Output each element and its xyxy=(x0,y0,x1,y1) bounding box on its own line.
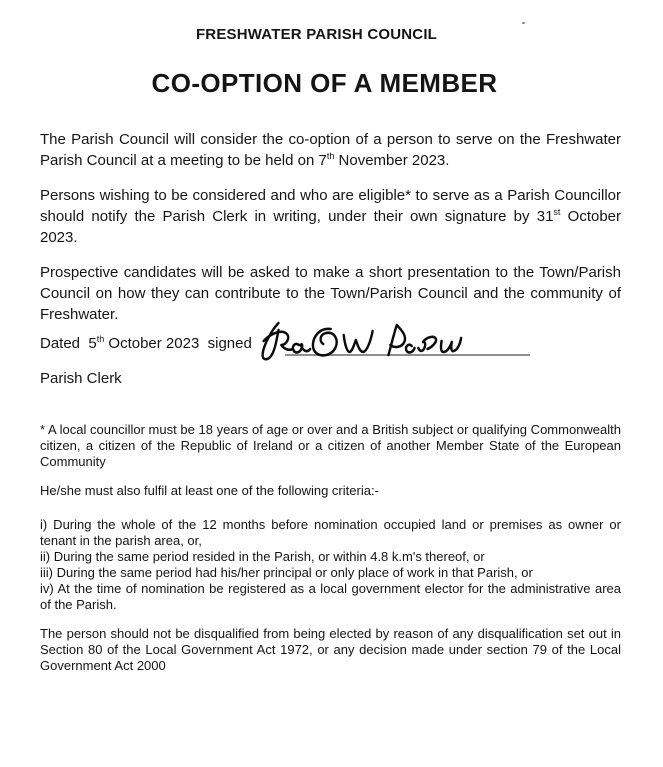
paragraph-text: The Parish Council will consider the co-option of a person to serve on the Freshwater Parish Council at a meeting to be held on 7 xyxy=(40,131,621,169)
paragraph-notify-clerk xyxy=(40,185,621,248)
ordinal-superscript: th xyxy=(326,151,335,161)
paragraph-cooption-meeting xyxy=(40,129,621,171)
criterion-item-iii: iii) During the same period had his/her principal or only place of work in that Parish, or xyxy=(40,565,533,580)
parish-clerk-label: Parish Clerk xyxy=(40,370,122,387)
council-name-heading: FRESHWATER PARISH COUNCIL xyxy=(195,26,438,43)
scan-artifact-dot xyxy=(522,22,525,24)
paragraph-text: October 2023. xyxy=(40,208,622,246)
paragraph-presentation: Prospective candidates will be asked to make a short presentation to the Town/Parish Council on how they can contribute to the Town/Parish Council and the community of Freshwater. xyxy=(40,264,621,323)
handwritten-signature xyxy=(258,320,463,370)
footnote-criteria-intro: He/she must also fulfil at least one of the following criteria:- xyxy=(40,483,379,498)
dated-label: Dated 5 xyxy=(40,335,97,352)
paragraph-text: November 2023. xyxy=(334,152,450,169)
ordinal-superscript: th xyxy=(96,334,105,344)
paragraph-text: Persons wishing to be considered and who are eligible* to serve as a Parish Councillor should notify the Parish Clerk in writing, under their own signature by 31 xyxy=(40,187,621,225)
criterion-item-iv: iv) At the time of nomination be registered as a local government elector for the administrative area of the Parish. xyxy=(40,581,621,612)
criterion-item-i: i) During the whole of the 12 months before nomination occupied land or premises as owner or tenant in the parish area, or, xyxy=(40,517,621,548)
notice-title: CO-OPTION OF A MEMBER xyxy=(151,68,498,98)
ordinal-superscript: st xyxy=(553,207,561,217)
criterion-item-ii: ii) During the same period resided in the Parish, or within 4.8 k.m's thereof, or xyxy=(40,549,485,564)
signed-label: October 2023 signed xyxy=(104,335,252,352)
footnote-disqualification: The person should not be disqualified from being elected by reason of any disqualification set out in Section 80 of the Local Government Act 1972, or any decision made under section 79 of the Local Government Act 2000 xyxy=(40,626,621,673)
criteria-list xyxy=(40,517,621,613)
dated-signed-line xyxy=(40,333,621,354)
footnote-eligibility: * A local councillor must be 18 years of age or over and a British subject or qualifying Commonwealth citizen, a citizen of the Republic of Ireland or a citizen of another Member State of the European Community xyxy=(40,422,621,469)
